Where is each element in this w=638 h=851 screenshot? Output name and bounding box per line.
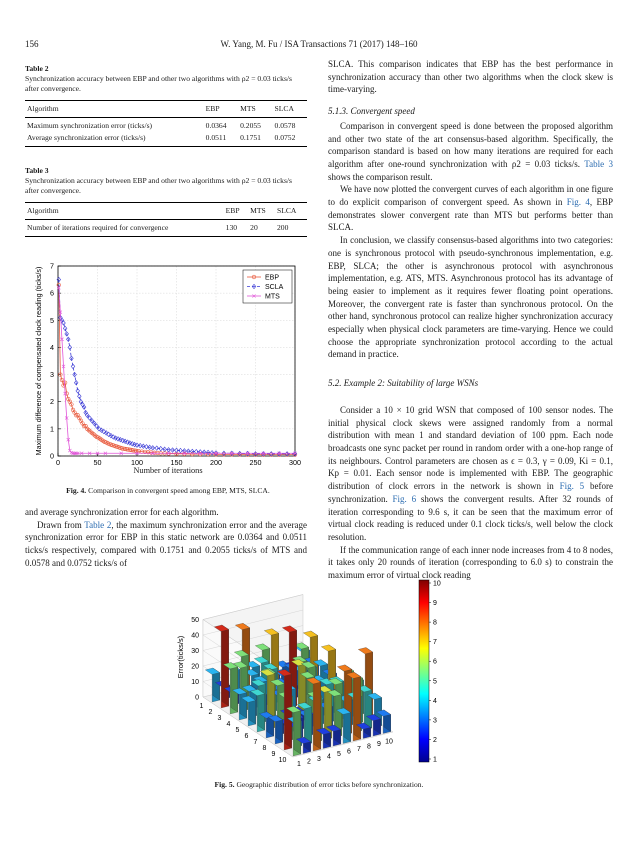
chart-x-tick-label: 10 <box>278 757 287 764</box>
chart-colorbar <box>419 580 441 764</box>
chart-y-tick-label: 6 <box>50 288 54 298</box>
table-3-caption: Synchronization accuracy between EBP and other two algorithms with ρ2 = 0.03 ticks/s after convergence. <box>25 176 292 195</box>
table-header-cell: MTS <box>240 104 256 113</box>
paragraph <box>328 120 613 184</box>
section-heading-5-2: 5.2. Example 2: Suitability of large WSNs <box>328 378 479 389</box>
chart-point-scla <box>107 432 111 436</box>
chart-x-tick-label: 5 <box>235 727 240 734</box>
paragraph: and average synchronization error for each algorithm. <box>25 507 219 517</box>
paragraph: SLCA. This comparison indicates that EBP has the best performance in synchronization accuracy than other two algorithms when the clock skew is time-varying. <box>328 59 613 95</box>
chart-x-axis-label: Number of iterations <box>133 466 203 475</box>
table-cell: 0.1751 <box>238 132 272 147</box>
chart-series-line-ebp <box>59 285 295 455</box>
chart-3d-bar-side <box>354 672 361 739</box>
chart-y-tick-label: 5 <box>337 750 341 758</box>
table-3-label: Table 3 <box>25 166 49 175</box>
paragraph <box>328 183 613 234</box>
chart-series <box>57 274 297 456</box>
chart-colorbar-tick-label: 1 <box>433 756 437 764</box>
chart-y-axis-label: Maximum difference of compensated clock reading (ticks/s) <box>34 266 43 456</box>
chart-y-tick-label: 4 <box>50 342 54 352</box>
table-cell: 0.0511 <box>204 132 238 147</box>
table-cell: Number of iterations required for convergence <box>25 220 224 237</box>
chart-z-tick-label: 50 <box>191 617 199 624</box>
table-3-grid <box>25 202 307 237</box>
fig4-caption-label: Fig. 4. <box>66 486 87 495</box>
table-header-cell: EBP <box>205 104 220 113</box>
chart-series-ebp <box>57 283 297 456</box>
chart-y-tick-label: 2 <box>50 397 54 407</box>
table-header-row <box>25 101 307 118</box>
chart-x-tick-label: 50 <box>93 458 102 467</box>
fig-5-link[interactable]: Fig. 5 <box>559 481 585 492</box>
chart-legend-label: SCLA <box>265 284 284 291</box>
table-row <box>25 132 307 147</box>
chart-colorbar-bar <box>419 580 429 762</box>
table-header-cell: Algorithm <box>27 206 59 215</box>
chart-x-tick-label: 250 <box>249 458 262 467</box>
chart-y-tick-label: 7 <box>50 261 54 271</box>
text-run: We have now plotted the convergent curves of each algorithm in one figure to do explicit comparison of convergent speed. As shown in <box>328 184 613 208</box>
chart-colorbar-tick-label: 7 <box>433 639 437 647</box>
chart-colorbar-tick-label: 3 <box>433 717 437 725</box>
chart-colorbar-tick-label: 4 <box>433 697 437 705</box>
table-cell: 0.2055 <box>240 121 261 130</box>
paragraph <box>25 519 307 570</box>
table-2-grid <box>25 100 307 147</box>
table-header-cell: EBP <box>225 206 240 215</box>
fig5-caption-label: Fig. 5. <box>214 780 235 789</box>
text-run: before synchronization. <box>328 481 613 504</box>
fig5-caption-text: Geographic distribution of error ticks before synchronization. <box>236 780 424 789</box>
table-2-link[interactable]: Table 2 <box>84 519 112 530</box>
table-row <box>25 118 307 133</box>
chart-colorbar-tick-label: 5 <box>433 678 437 686</box>
text-run: shows the comparison result. <box>328 171 433 182</box>
chart-y-tick-label: 3 <box>50 370 54 380</box>
section-heading-5-1-3: 5.1.3. Convergent speed <box>328 106 415 117</box>
chart-y-tick-label: 10 <box>385 738 393 746</box>
left-column-text <box>25 506 307 570</box>
chart-colorbar-tick-label: 6 <box>433 658 437 666</box>
chart-point-scla <box>63 326 67 330</box>
chart-z-tick-label: 20 <box>191 663 199 671</box>
text-run: shows the convergent results. After 32 rounds of iteration corresponding to 9.6 s, it can be seen that the maximum error of virtual clock reading is reduced under 0.1 clock ticks/s, well below the clock resolution. <box>328 493 613 542</box>
chart-3d-bar-side <box>294 706 301 754</box>
chart-x-tick-label: 100 <box>131 458 143 467</box>
chart-x-tick-label: 4 <box>226 721 231 728</box>
chart-y-tick-label: 0 <box>50 451 54 461</box>
fig-4-link[interactable]: Fig. 4 <box>566 197 590 208</box>
chart-x-tick-label: 9 <box>271 751 276 758</box>
chart-point-scla <box>78 394 82 398</box>
chart-x-tick-label: 0 <box>56 458 60 467</box>
chart-x-tick-label: 8 <box>262 745 267 752</box>
fig4-line-chart <box>25 258 311 480</box>
chart-z-tick-label: 10 <box>191 679 199 686</box>
fig5-caption <box>25 780 613 789</box>
chart-x-tick-label: 6 <box>244 733 249 740</box>
chart-x-tick-label: 1 <box>199 703 204 710</box>
paragraph: If the communication range of each inner node increases from 4 to 8 nodes, it takes only 20 rounds of iteration (corresponding to 6.0 s) to constrain the maximum error of virtual clock reading <box>328 544 613 581</box>
fig5-3d-bar-chart <box>165 574 465 774</box>
table-header-cell: SLCA <box>274 104 294 113</box>
chart-y-tick-label: 8 <box>367 743 371 751</box>
text-run: Consider a 10 × 10 grid WSN that composed of 100 sensor nodes. The initial physical clock skews were assigned randomly from a normal distribution with mean 1 and standard deviation of 100 ppm. Each node broadcasts one sync packet per round in random order with a one-hop range of its neighbours. Control parameters are chosen as ϵ = 0.3, γ = 0.09, Ki = 0.1, Kp = 0.01. Each sensor node is implemented with EBP. The geographic distribution of clock errors in the network is shown in <box>328 404 613 492</box>
chart-y-tick-label: 3 <box>317 755 321 763</box>
chart-x-tick-label: 7 <box>253 739 258 746</box>
chart-x-tick-label: 300 <box>289 458 301 467</box>
chart-z-axis-label: Error(ticks/s) <box>176 635 185 679</box>
chart-z-tick-label: 0 <box>195 694 199 702</box>
chart-series-line-mts <box>59 288 295 454</box>
paragraph <box>328 404 613 544</box>
chart-y-tick-label: 5 <box>50 315 54 325</box>
table-cell: Maximum synchronization error (ticks/s) <box>27 121 153 130</box>
table-row <box>25 220 307 237</box>
running-title: W. Yang, M. Fu / ISA Transactions 71 (2017) 148–160 <box>220 39 418 49</box>
table-3-link[interactable]: Table 3 <box>584 158 614 169</box>
table-cell: Average synchronization error (ticks/s) <box>25 132 204 147</box>
text-run: , the maximum synchronization error and the average synchronization error for EBP in this static network are 0.0364 and 0.0511 ticks/s respectively, compared with 0.1751 and 0.2055 ticks/s of MTS and 0.0578 and 0.0752 ticks/s of <box>25 519 307 568</box>
table-2-caption: Synchronization accuracy between EBP and other two algorithms with ρ2 = 0.03 ticks/s after convergence. <box>25 74 292 93</box>
chart-series-mts <box>57 286 296 455</box>
chart-x-tick-label: 150 <box>170 458 183 467</box>
chart-x-tick-label: 200 <box>210 458 222 467</box>
chart-y-tick-label: 4 <box>327 753 331 761</box>
chart-colorbar-tick-label: 9 <box>433 600 437 608</box>
page-number: 156 <box>25 39 39 49</box>
chart-y-tick-label: 9 <box>377 740 381 748</box>
table-cell: 130 <box>224 220 249 237</box>
table-header-cell: SLCA <box>276 206 297 215</box>
chart-series-line-scla <box>59 280 295 454</box>
right-column-text <box>328 58 613 582</box>
chart-x-tick-label: 3 <box>217 715 222 722</box>
chart-3d-bar-side <box>314 678 321 749</box>
chart-y-tick-label: 1 <box>297 760 301 768</box>
chart-series-scla <box>57 274 297 456</box>
table-header-cell: Algorithm <box>27 104 59 113</box>
table-header-row <box>25 203 307 220</box>
paragraph: In conclusion, we classify consensus-based algorithms into two categories: one is synchronous protocol with pseudo-synchronous implementation, e.g. EBP, SLCA; the other is asynchronous protocol with asynchronous implementation, e.g. ATS, MTS. Asynchronous protocol has its advantage of being easier to implement as it requires fewer floating point operations. Moreover, the convergent rate is faster than synchronous protocol. On the other hand, synchronous protocol can realize higher synchronization accuracy especially when physical clock parameters are time-varying. Hence we could choose the appropriate synchronization protocol according to the actual demand in practice. <box>328 235 613 360</box>
chart-legend-label: MTS <box>265 293 280 301</box>
table-cell: 0.0578 <box>274 121 296 130</box>
table-cell: 200 <box>275 220 307 237</box>
chart-colorbar-tick-label: 8 <box>433 619 437 627</box>
chart-3d-bar-side <box>231 662 238 712</box>
chart-y-tick-label: 6 <box>347 748 351 756</box>
chart-legend-label: EBP <box>265 274 280 282</box>
chart-legend <box>243 270 292 303</box>
chart-colorbar-tick-label: 10 <box>433 580 441 588</box>
table-2-label: Table 2 <box>25 64 49 73</box>
fig4-caption <box>25 486 311 495</box>
chart-z-tick-label: 30 <box>191 648 199 655</box>
chart-point-scla <box>102 429 106 433</box>
chart-y-tick-label: 7 <box>357 745 361 753</box>
chart-y-tick-label: 1 <box>50 424 54 434</box>
chart-colorbar-tick-label: 2 <box>433 736 437 744</box>
table-cell: 0.0364 <box>205 121 227 130</box>
text-run: , EBP demonstrates slower convergent rate than MTS but performs better than SLCA. <box>328 197 613 233</box>
table-3 <box>25 166 307 237</box>
chart-y-tick-label: 2 <box>307 758 311 766</box>
table-2 <box>25 64 307 147</box>
chart-x-tick-label: 2 <box>208 709 213 716</box>
table-cell: 20 <box>248 220 275 237</box>
text-run: Comparison in convergent speed is done between the proposed algorithm and other two state of the art consensus-based algorithm. Specifically, the comparison standard is based on how many iterations are required for each algorithm after one-round synchronization with ρ2 = 0.03 ticks/s. <box>328 120 613 169</box>
fig-6-link[interactable]: Fig. 6 <box>392 493 417 504</box>
table-header-cell: MTS <box>250 206 266 215</box>
chart-3d-bar-side <box>365 686 372 729</box>
chart-z-tick-label: 40 <box>191 632 199 640</box>
fig4-caption-text: Comparison in convergent speed among EBP, MTS, SLCA. <box>88 486 270 495</box>
text-run: Drawn from <box>37 519 85 530</box>
table-cell: 0.0752 <box>273 132 307 147</box>
